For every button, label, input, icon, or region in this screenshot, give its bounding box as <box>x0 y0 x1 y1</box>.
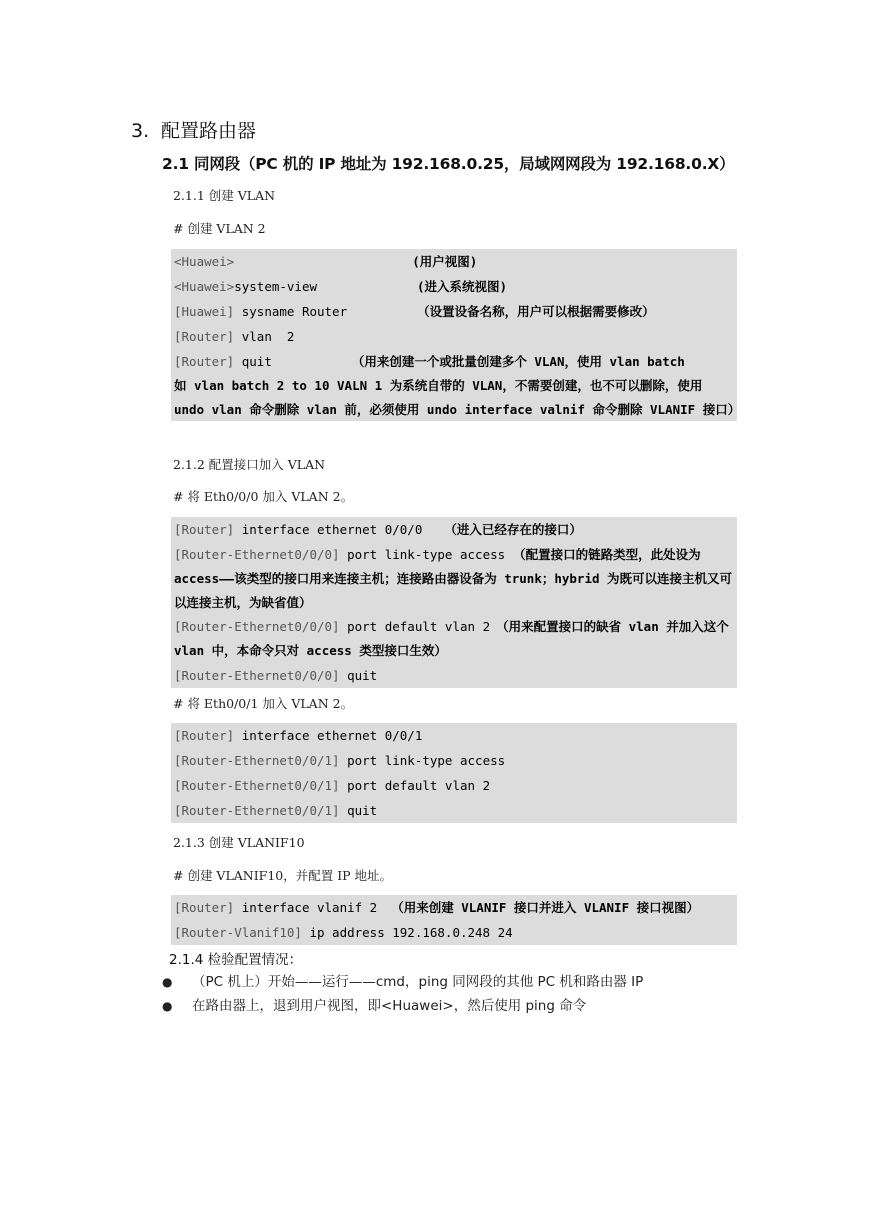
subsection-heading: 2.1 同网段（PC 机的 IP 地址为 192.168.0.25，局域网网段为 192.168.0.X） <box>162 155 735 173</box>
code-line-continuation: access——该类型的接口用来连接主机；连接路由器设备为 trunk；hybrid 为既可以连接主机又可以连接主机，为缺省值） <box>174 571 733 610</box>
section-title: 配置路由器 <box>161 120 257 142</box>
code-block-create-vlan <box>171 249 741 421</box>
code-line: [Router-Vlanif10] ip address 192.168.0.248 24 <box>174 925 513 940</box>
list-item: ● （PC 机上）开始——运行——cmd，ping 同网段的其他 PC 机和路由器 IP <box>162 974 644 990</box>
section-number: 3. <box>131 120 150 142</box>
code-line: [Router-Ethernet0/0/0] quit <box>174 667 378 683</box>
list-item: ● 在路由器上，退到用户视图，即<Huawei>，然后使用 ping 命令 <box>162 998 587 1014</box>
code-line: [Router-Ethernet0/0/0] port default vlan 2 （用来配置接口的缺省 vlan 并加入这个 <box>174 619 729 634</box>
step-create-vlan-note: # 创建 VLAN 2 <box>173 221 266 236</box>
bullet-icon: ● <box>162 975 173 989</box>
code-line: [Router-Ethernet0/0/1] quit <box>174 803 378 818</box>
code-line: [Router] interface vlanif 2 （用来创建 VLANIF 接口并进入 VLANIF 接口视图） <box>174 900 700 915</box>
code-line: [Router] interface ethernet 0/0/0 （进入已经存在的接口） <box>174 522 582 537</box>
code-line-continuation: vlan 中，本命令只对 access 类型接口生效） <box>174 643 447 658</box>
section-heading <box>131 116 256 143</box>
code-line-continuation: 如 vlan batch 2 to 10 VALN 1 为系统自带的 VLAN，不需要创建，也不可以删除，使用 undo vlan 命令删除 vlan 前，必须使用 undo interface valnif 命令删除 VLANIF 接口） <box>174 378 741 417</box>
step-add-port-note2: # 将 Eth0/0/1 加入 VLAN 2。 <box>173 696 354 711</box>
code-block-vlanif <box>171 895 737 945</box>
code-line: <Huawei>system-view (进入系统视图) <box>174 279 508 294</box>
step-verify-heading: 2.1.4 检验配置情况： <box>169 952 303 968</box>
code-line: [Huawei] sysname Router （设置设备名称，用户可以根据需要修改） <box>174 304 655 319</box>
code-line: <Huawei> (用户视图) <box>174 254 478 269</box>
step-add-port-heading: 2.1.2 配置接口加入 VLAN <box>173 457 326 472</box>
step-vlanif-note: # 创建 VLANIF10，并配置 IP 地址。 <box>173 868 393 883</box>
step-add-port-note1: # 将 Eth0/0/0 加入 VLAN 2。 <box>173 489 354 504</box>
code-line: [Router-Ethernet0/0/0] port link-type access （配置接口的链路类型，此处设为 <box>174 547 701 562</box>
code-line: [Router-Ethernet0/0/1] port default vlan 2 <box>174 778 491 793</box>
code-block-add-port-0 <box>171 517 737 688</box>
code-line: [Router] vlan 2 <box>174 329 295 344</box>
step-vlanif-heading: 2.1.3 创建 VLANIF10 <box>173 835 305 850</box>
code-line: [Router] interface ethernet 0/0/1 <box>174 728 423 743</box>
step-create-vlan-heading: 2.1.1 创建 VLAN <box>173 188 276 203</box>
code-line: [Router-Ethernet0/0/1] port link-type access <box>174 753 506 768</box>
bullet-icon: ● <box>162 999 173 1013</box>
code-line: [Router] quit （用来创建一个或批量创建多个 VLAN，使用 vlan batch <box>174 354 685 369</box>
code-block-add-port-1 <box>171 723 737 823</box>
